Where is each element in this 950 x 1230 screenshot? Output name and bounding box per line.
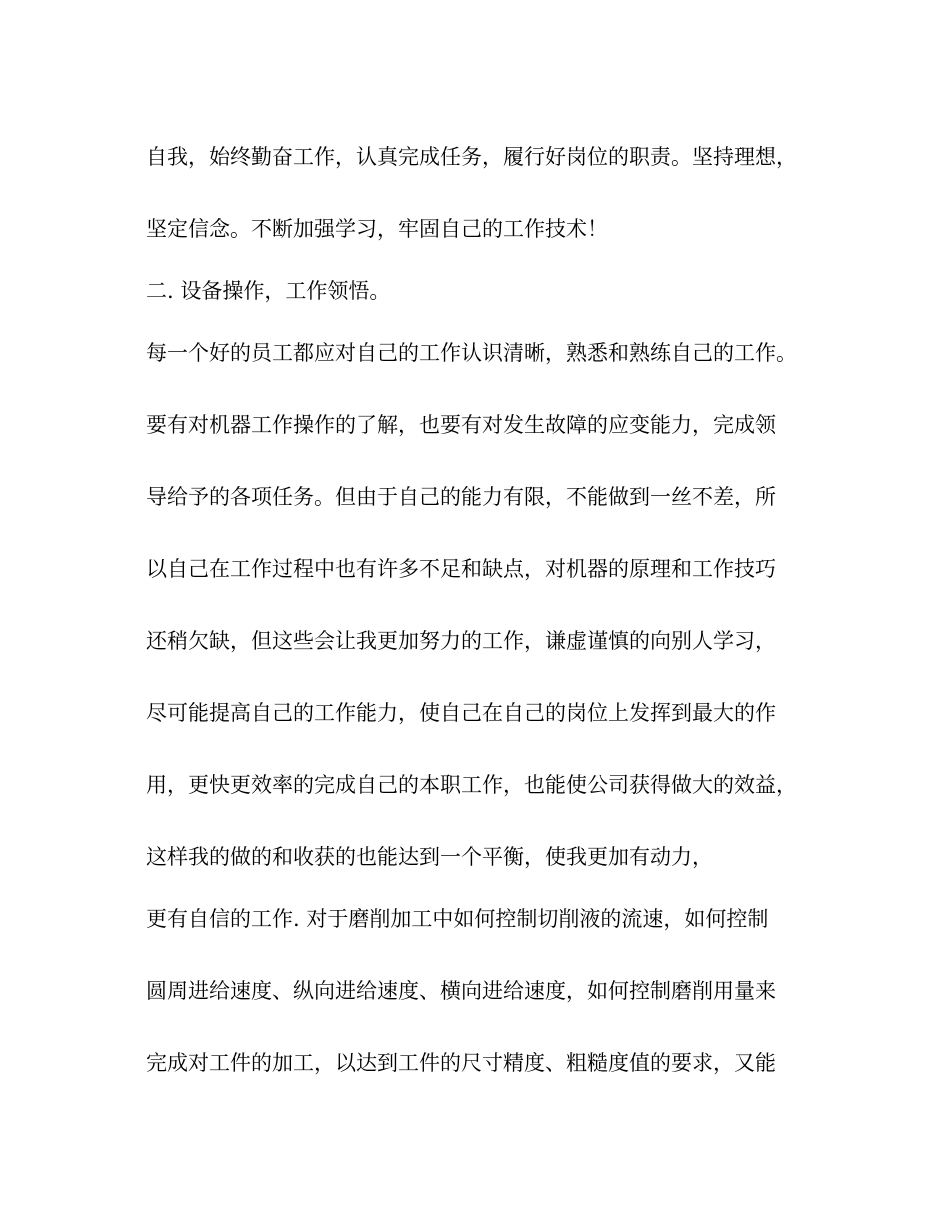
text-line: 这样我的做的和收获的也能达到一个平衡，使我更加有动力， [146,845,713,869]
text-line: 每一个好的员工都应对自己的工作认识清晰，熟悉和熟练自己的工作。 [146,341,797,365]
text-line: 坚定信念。不断加强学习，牢固自己的工作技术！ [146,217,608,241]
text-line: 还稍欠缺，但这些会让我更加努力的工作，谦虚谨慎的向别人学习， [146,629,776,653]
section-heading: 二. 设备操作，工作领悟。 [146,279,391,303]
text-line: 导给予的各项任务。但由于自己的能力有限，不能做到一丝不差，所 [146,485,776,509]
text-line: 要有对机器工作操作的了解，也要有对发生故障的应变能力，完成领 [146,413,776,437]
text-line: 用，更快更效率的完成自己的本职工作，也能使公司获得做大的效益， [146,773,797,797]
text-line: 完成对工件的加工，以达到工件的尺寸精度、粗糙度值的要求，又能 [146,1051,776,1075]
text-line: 更有自信的工作. 对于磨削加工中如何控制切削液的流速，如何控制 [146,907,769,931]
text-line: 以自己在工作过程中也有许多不足和缺点，对机器的原理和工作技巧 [146,557,776,581]
text-line: 尽可能提高自己的工作能力，使自己在自己的岗位上发挥到最大的作 [146,701,776,725]
text-line: 自我，始终勤奋工作，认真完成任务，履行好岗位的职责。坚持理想， [146,145,797,169]
text-line: 圆周进给速度、纵向进给速度、横向进给速度，如何控制磨削用量来 [146,979,776,1003]
